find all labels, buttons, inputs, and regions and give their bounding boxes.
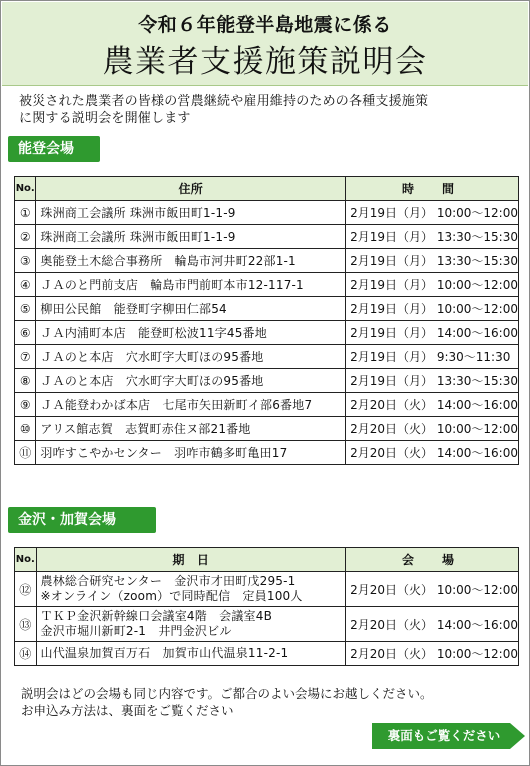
row-number: ⑪	[15, 441, 36, 465]
row-place-line-1: 農林総合研究センター 金沢市才田町戊295-1	[40, 574, 296, 588]
row-time: 2月19日（月） 14:00～16:00	[346, 321, 519, 345]
table-row	[15, 225, 519, 249]
table-row	[15, 249, 519, 273]
row-time: 2月19日（月） 13:30～15:30	[346, 369, 519, 393]
row-time: 2月20日（火） 10:00～12:00	[346, 572, 519, 607]
table-row	[15, 642, 519, 666]
header-banner	[2, 2, 528, 86]
kanazawa-venue-tag: 金沢・加賀会場	[8, 507, 156, 533]
row-place-line-1: ＴＫＰ金沢新幹線口会議室4階 会議室4B	[40, 609, 273, 623]
intro-line-2: に関する説明会を開催します	[19, 111, 191, 126]
row-place: ＪＡのと本店 穴水町字大町ほの95番地	[36, 345, 346, 369]
footer-note	[21, 685, 433, 719]
row-place: 羽咋すこやかセンター 羽咋市鶴多町亀田17	[36, 441, 346, 465]
row-place-line-2: ※オンライン（zoom）で同時配信 定員100人	[40, 589, 303, 603]
row-place: ＪＡ内浦町本店 能登町松波11字45番地	[36, 321, 346, 345]
row-time: 2月19日（月） 10:00～12:00	[346, 201, 519, 225]
footer-line-1: 説明会はどの会場も同じ内容です。ご都合のよい会場にお越しください。	[21, 686, 433, 701]
row-number: ③	[15, 249, 36, 273]
row-number: ⑫	[15, 572, 37, 607]
see-back-arrow-banner	[372, 723, 525, 749]
table-row	[15, 201, 519, 225]
row-place: ＪＡ能登わかば本店 七尾市矢田新町イ部6番地7	[36, 393, 346, 417]
see-back-label: 裏面もご覧ください	[387, 728, 501, 743]
table-row	[15, 369, 519, 393]
row-time: 2月20日（火） 10:00～12:00	[346, 642, 519, 666]
table-row	[15, 441, 519, 465]
subtitle: 令和６年能登半島地震に係る	[138, 14, 392, 36]
row-place-line-2: 金沢市堀川新町2-1 井門金沢ビル	[40, 624, 232, 638]
table-row	[15, 297, 519, 321]
table-row	[15, 321, 519, 345]
row-time: 2月19日（月） 9:30～11:30	[346, 345, 519, 369]
row-number: ④	[15, 273, 36, 297]
row-place: ＪＡのと門前支店 輪島市門前町本市12-117-1	[36, 273, 346, 297]
row-time: 2月19日（月） 10:00～12:00	[346, 273, 519, 297]
row-time: 2月19日（月） 13:30～15:30	[346, 225, 519, 249]
kanazawa-venue-table	[14, 547, 519, 666]
row-place: アリス館志賀 志賀町赤住ヌ部21番地	[36, 417, 346, 441]
row-place	[36, 607, 346, 642]
row-place: 奥能登土木総合事務所 輪島市河井町22部1-1	[36, 249, 346, 273]
row-time: 2月20日（火） 14:00～16:00	[346, 607, 519, 642]
row-time: 2月20日（火） 14:00～16:00	[346, 393, 519, 417]
row-place-line-1: 山代温泉加賀百万石 加賀市山代温泉11-2-1	[40, 646, 289, 660]
noto-venue-tag: 能登会場	[8, 136, 100, 162]
header-no: No.	[15, 548, 37, 572]
table-header-row	[15, 548, 519, 572]
header-place: 住所	[36, 177, 346, 201]
table-row	[15, 417, 519, 441]
row-number: ⑥	[15, 321, 36, 345]
header-venue: 会 場	[346, 548, 519, 572]
row-number: ⑬	[15, 607, 37, 642]
row-number: ⑨	[15, 393, 36, 417]
intro-line-1: 被災された農業者の皆様の営農継続や雇用維持のための各種支援施策	[19, 94, 429, 109]
table-row	[15, 607, 519, 642]
header-no: No.	[15, 177, 36, 201]
row-place	[36, 572, 346, 607]
row-number: ⑭	[15, 642, 37, 666]
row-number: ⑦	[15, 345, 36, 369]
noto-venue-table	[14, 176, 519, 465]
row-time: 2月20日（火） 10:00～12:00	[346, 417, 519, 441]
row-number: ⑩	[15, 417, 36, 441]
intro-text	[19, 93, 519, 127]
table-header-row	[15, 177, 519, 201]
table-row	[15, 273, 519, 297]
footer-line-2: お申込み方法は、裏面をご覧ください	[21, 703, 234, 718]
table-row	[15, 572, 519, 607]
header-date: 期 日	[36, 548, 346, 572]
row-place: 珠洲商工会議所 珠洲市飯田町1-1-9	[36, 225, 346, 249]
page-title: 農業者支援施策説明会	[102, 44, 428, 80]
row-place	[36, 642, 346, 666]
row-number: ⑧	[15, 369, 36, 393]
row-time: 2月19日（月） 13:30～15:30	[346, 249, 519, 273]
table-row	[15, 393, 519, 417]
row-number: ②	[15, 225, 36, 249]
row-place: 珠洲商工会議所 珠洲市飯田町1-1-9	[36, 201, 346, 225]
row-number: ①	[15, 201, 36, 225]
row-time: 2月19日（月） 10:00～12:00	[346, 297, 519, 321]
row-place: 柳田公民館 能登町字柳田仁部54	[36, 297, 346, 321]
header-time: 時 間	[346, 177, 519, 201]
row-number: ⑤	[15, 297, 36, 321]
row-place: ＪＡのと本店 穴水町字大町ほの95番地	[36, 369, 346, 393]
table-row	[15, 345, 519, 369]
row-time: 2月20日（火） 14:00～16:00	[346, 441, 519, 465]
